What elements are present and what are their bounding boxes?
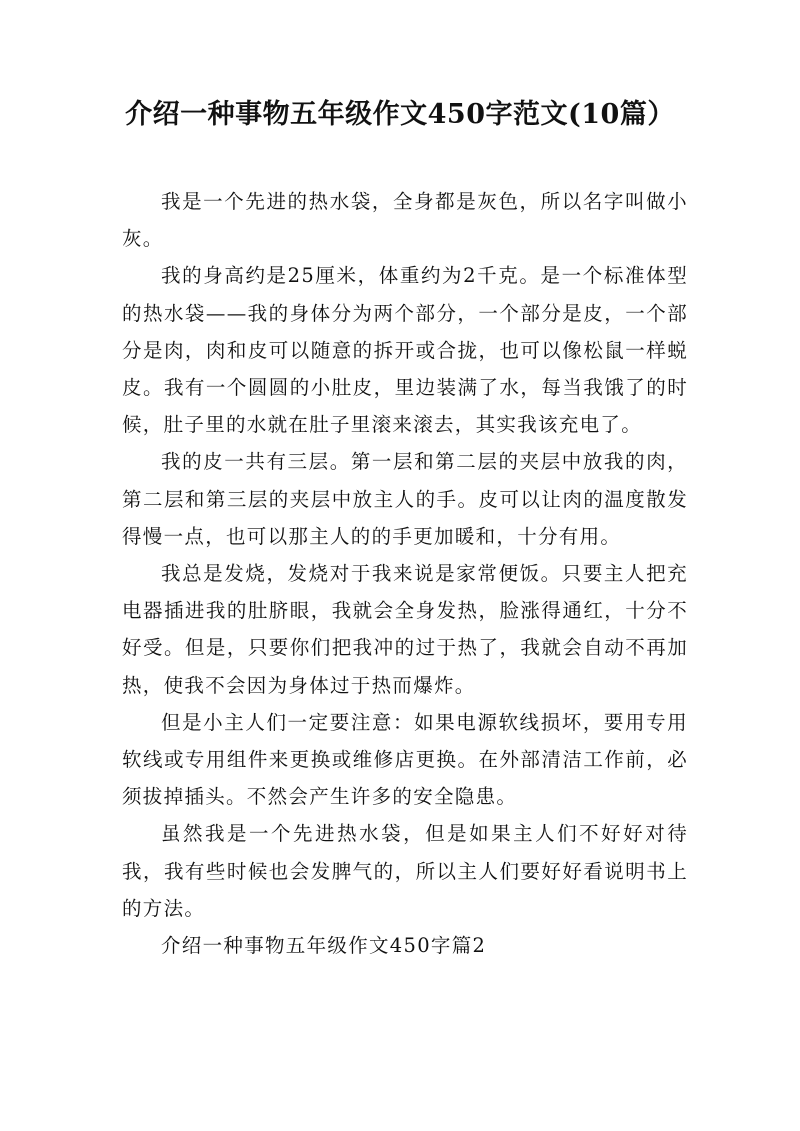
- paragraph-5: 但是小主人们一定要注意：如果电源软线损坏，要用专用软线或专用组件来更换或维修店更换。在外部清洁工作前，必须拔掉插头。不然会产生许多的安全隐患。: [122, 710, 688, 809]
- document-title: 介绍一种事物五年级作文450字范文(10篇）: [125, 99, 675, 130]
- paragraph-1: 我是一个先进的热水袋，全身都是灰色，所以名字叫做小灰。: [122, 190, 688, 251]
- paragraph-6: 虽然我是一个先进热水袋，但是如果主人们不好好对待我，我有些时候也会发脾气的，所以主人们要好好看说明书上的方法。: [122, 822, 688, 920]
- paragraph-2: 我的身高约是25厘米，体重约为2千克。是一个标准体型的热水袋——我的身体分为两个部分，一个部分是皮，一个部分是肉，肉和皮可以随意的拆开或合拢，也可以像松鼠一样蜕皮。我有一个圆圆的小肚皮，里边装满了水，每当我饿了的时候，肚子里的水就在肚子里滚来滚去，其实我该充电了。: [122, 264, 688, 437]
- document-body: [122, 183, 688, 964]
- paragraph-3: 我的皮一共有三层。第一层和第二层的夹层中放我的肉，第二层和第三层的夹层中放主人的手。皮可以让肉的温度散发得慢一点，也可以那主人的的手更加暖和，十分有用。: [122, 450, 688, 548]
- section-heading-2: 介绍一种事物五年级作文450字篇2: [161, 934, 487, 958]
- paragraph-4: 我总是发烧，发烧对于我来说是家常便饭。只要主人把充电器插进我的肚脐眼，我就会全身发热，脸涨得通红，十分不好受。但是，只要你们把我冲的过于热了，我就会自动不再加热，使我不会因为身体过于热而爆炸。: [122, 562, 688, 697]
